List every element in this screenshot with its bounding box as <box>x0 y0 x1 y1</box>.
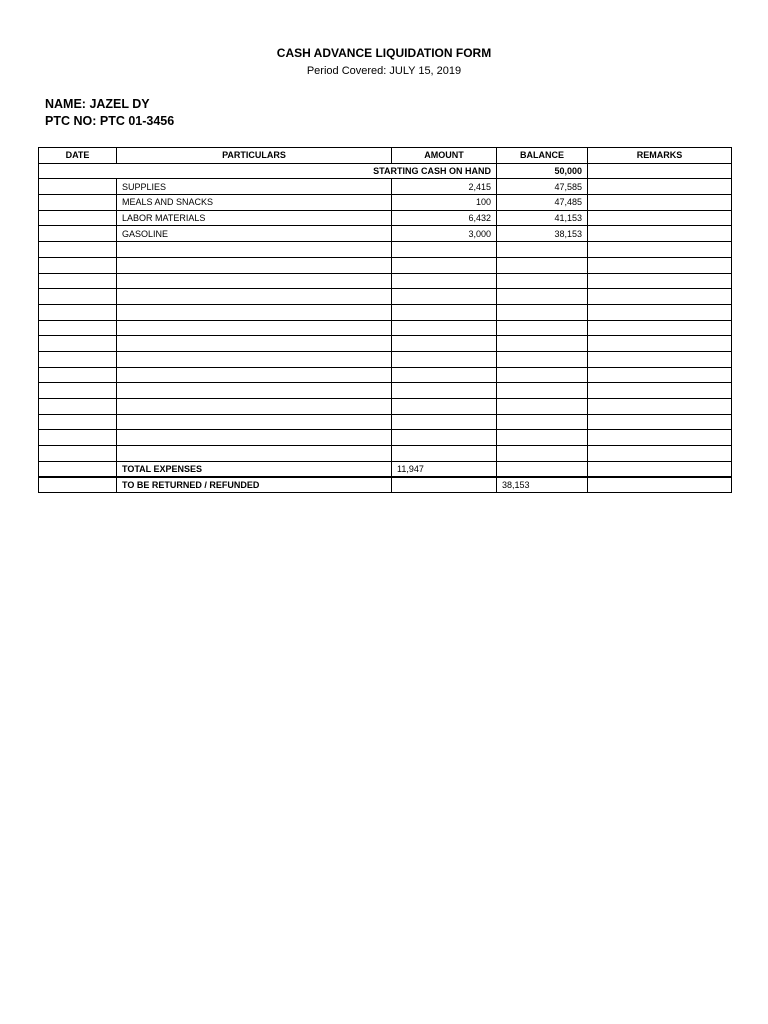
amount-cell <box>392 383 497 399</box>
table-row <box>39 351 732 367</box>
date-cell <box>39 179 117 195</box>
remarks-cell <box>588 367 732 383</box>
starting-cash-row <box>39 163 732 179</box>
header-amount: AMOUNT <box>392 148 497 164</box>
date-cell <box>39 414 117 430</box>
date-cell <box>39 242 117 258</box>
particulars-cell <box>117 242 392 258</box>
table-row <box>39 399 732 415</box>
refund-label: TO BE RETURNED / REFUNDED <box>117 477 392 493</box>
amount-cell: 6,432 <box>392 210 497 226</box>
balance-cell <box>497 367 588 383</box>
date-cell <box>39 367 117 383</box>
total-expenses-amount: 11,947 <box>392 461 497 477</box>
total-balance-cell <box>497 461 588 477</box>
refund-date-cell <box>39 477 117 493</box>
remarks-cell <box>588 383 732 399</box>
remarks-cell <box>588 430 732 446</box>
particulars-cell <box>117 446 392 462</box>
particulars-cell <box>117 383 392 399</box>
remarks-cell <box>588 210 732 226</box>
table-row <box>39 195 732 211</box>
amount-cell: 3,000 <box>392 226 497 242</box>
amount-cell: 100 <box>392 195 497 211</box>
balance-cell <box>497 242 588 258</box>
table-row <box>39 304 732 320</box>
amount-cell <box>392 446 497 462</box>
balance-cell <box>497 351 588 367</box>
header-remarks: REMARKS <box>588 148 732 164</box>
balance-cell <box>497 399 588 415</box>
amount-cell <box>392 273 497 289</box>
total-date-cell <box>39 461 117 477</box>
particulars-cell: SUPPLIES <box>117 179 392 195</box>
table-row <box>39 430 732 446</box>
balance-cell <box>497 383 588 399</box>
amount-cell <box>392 242 497 258</box>
amount-cell <box>392 414 497 430</box>
particulars-cell <box>117 289 392 305</box>
remarks-cell <box>588 179 732 195</box>
refund-row <box>39 477 732 493</box>
particulars-cell <box>117 320 392 336</box>
balance-cell <box>497 257 588 273</box>
balance-cell <box>497 336 588 352</box>
date-cell <box>39 351 117 367</box>
refund-remarks-cell <box>588 477 732 493</box>
remarks-cell <box>588 446 732 462</box>
liquidation-table <box>38 147 732 493</box>
amount-cell: 2,415 <box>392 179 497 195</box>
remarks-cell <box>588 195 732 211</box>
amount-cell <box>392 336 497 352</box>
balance-cell: 41,153 <box>497 210 588 226</box>
remarks-cell <box>588 320 732 336</box>
particulars-cell <box>117 430 392 446</box>
table-row <box>39 367 732 383</box>
refund-amount-cell <box>392 477 497 493</box>
employee-name: NAME: JAZEL DY <box>45 97 150 111</box>
table-row <box>39 257 732 273</box>
particulars-cell <box>117 414 392 430</box>
balance-cell <box>497 304 588 320</box>
starting-cash-label: STARTING CASH ON HAND <box>39 163 497 179</box>
amount-cell <box>392 351 497 367</box>
particulars-cell <box>117 257 392 273</box>
refund-balance: 38,153 <box>497 477 588 493</box>
date-cell <box>39 446 117 462</box>
date-cell <box>39 273 117 289</box>
form-title: CASH ADVANCE LIQUIDATION FORM <box>276 46 492 60</box>
balance-cell <box>497 273 588 289</box>
date-cell <box>39 430 117 446</box>
header-date: DATE <box>39 148 117 164</box>
date-cell <box>39 383 117 399</box>
particulars-cell: GASOLINE <box>117 226 392 242</box>
balance-cell <box>497 430 588 446</box>
particulars-cell <box>117 399 392 415</box>
table-row <box>39 320 732 336</box>
particulars-cell <box>117 351 392 367</box>
total-expenses-row <box>39 461 732 477</box>
remarks-cell <box>588 351 732 367</box>
table-row <box>39 383 732 399</box>
particulars-cell <box>117 367 392 383</box>
remarks-cell <box>588 414 732 430</box>
date-cell <box>39 336 117 352</box>
table-row <box>39 210 732 226</box>
particulars-cell <box>117 273 392 289</box>
remarks-cell <box>588 289 732 305</box>
remarks-cell <box>588 242 732 258</box>
date-cell <box>39 210 117 226</box>
balance-cell <box>497 446 588 462</box>
particulars-cell: MEALS AND SNACKS <box>117 195 392 211</box>
table-row <box>39 179 732 195</box>
starting-cash-remarks <box>588 163 732 179</box>
table-header-row <box>39 148 732 164</box>
amount-cell <box>392 320 497 336</box>
amount-cell <box>392 430 497 446</box>
particulars-cell <box>117 304 392 320</box>
amount-cell <box>392 367 497 383</box>
table-row <box>39 446 732 462</box>
table-row <box>39 273 732 289</box>
date-cell <box>39 257 117 273</box>
remarks-cell <box>588 304 732 320</box>
date-cell <box>39 289 117 305</box>
amount-cell <box>392 399 497 415</box>
particulars-cell: LABOR MATERIALS <box>117 210 392 226</box>
remarks-cell <box>588 226 732 242</box>
remarks-cell <box>588 399 732 415</box>
balance-cell <box>497 320 588 336</box>
table-row <box>39 414 732 430</box>
table-row <box>39 336 732 352</box>
total-expenses-label: TOTAL EXPENSES <box>117 461 392 477</box>
amount-cell <box>392 257 497 273</box>
particulars-cell <box>117 336 392 352</box>
remarks-cell <box>588 257 732 273</box>
balance-cell: 38,153 <box>497 226 588 242</box>
date-cell <box>39 304 117 320</box>
amount-cell <box>392 304 497 320</box>
header-particulars: PARTICULARS <box>117 148 392 164</box>
remarks-cell <box>588 336 732 352</box>
table-row <box>39 289 732 305</box>
table-row <box>39 242 732 258</box>
balance-cell <box>497 289 588 305</box>
balance-cell: 47,485 <box>497 195 588 211</box>
ptc-number: PTC NO: PTC 01-3456 <box>45 114 175 128</box>
total-remarks-cell <box>588 461 732 477</box>
header-balance: BALANCE <box>497 148 588 164</box>
date-cell <box>39 195 117 211</box>
balance-cell <box>497 414 588 430</box>
table-row <box>39 226 732 242</box>
date-cell <box>39 399 117 415</box>
amount-cell <box>392 289 497 305</box>
starting-cash-balance: 50,000 <box>497 163 588 179</box>
remarks-cell <box>588 273 732 289</box>
period-covered: Period Covered: JULY 15, 2019 <box>306 65 462 77</box>
balance-cell: 47,585 <box>497 179 588 195</box>
date-cell <box>39 320 117 336</box>
date-cell <box>39 226 117 242</box>
